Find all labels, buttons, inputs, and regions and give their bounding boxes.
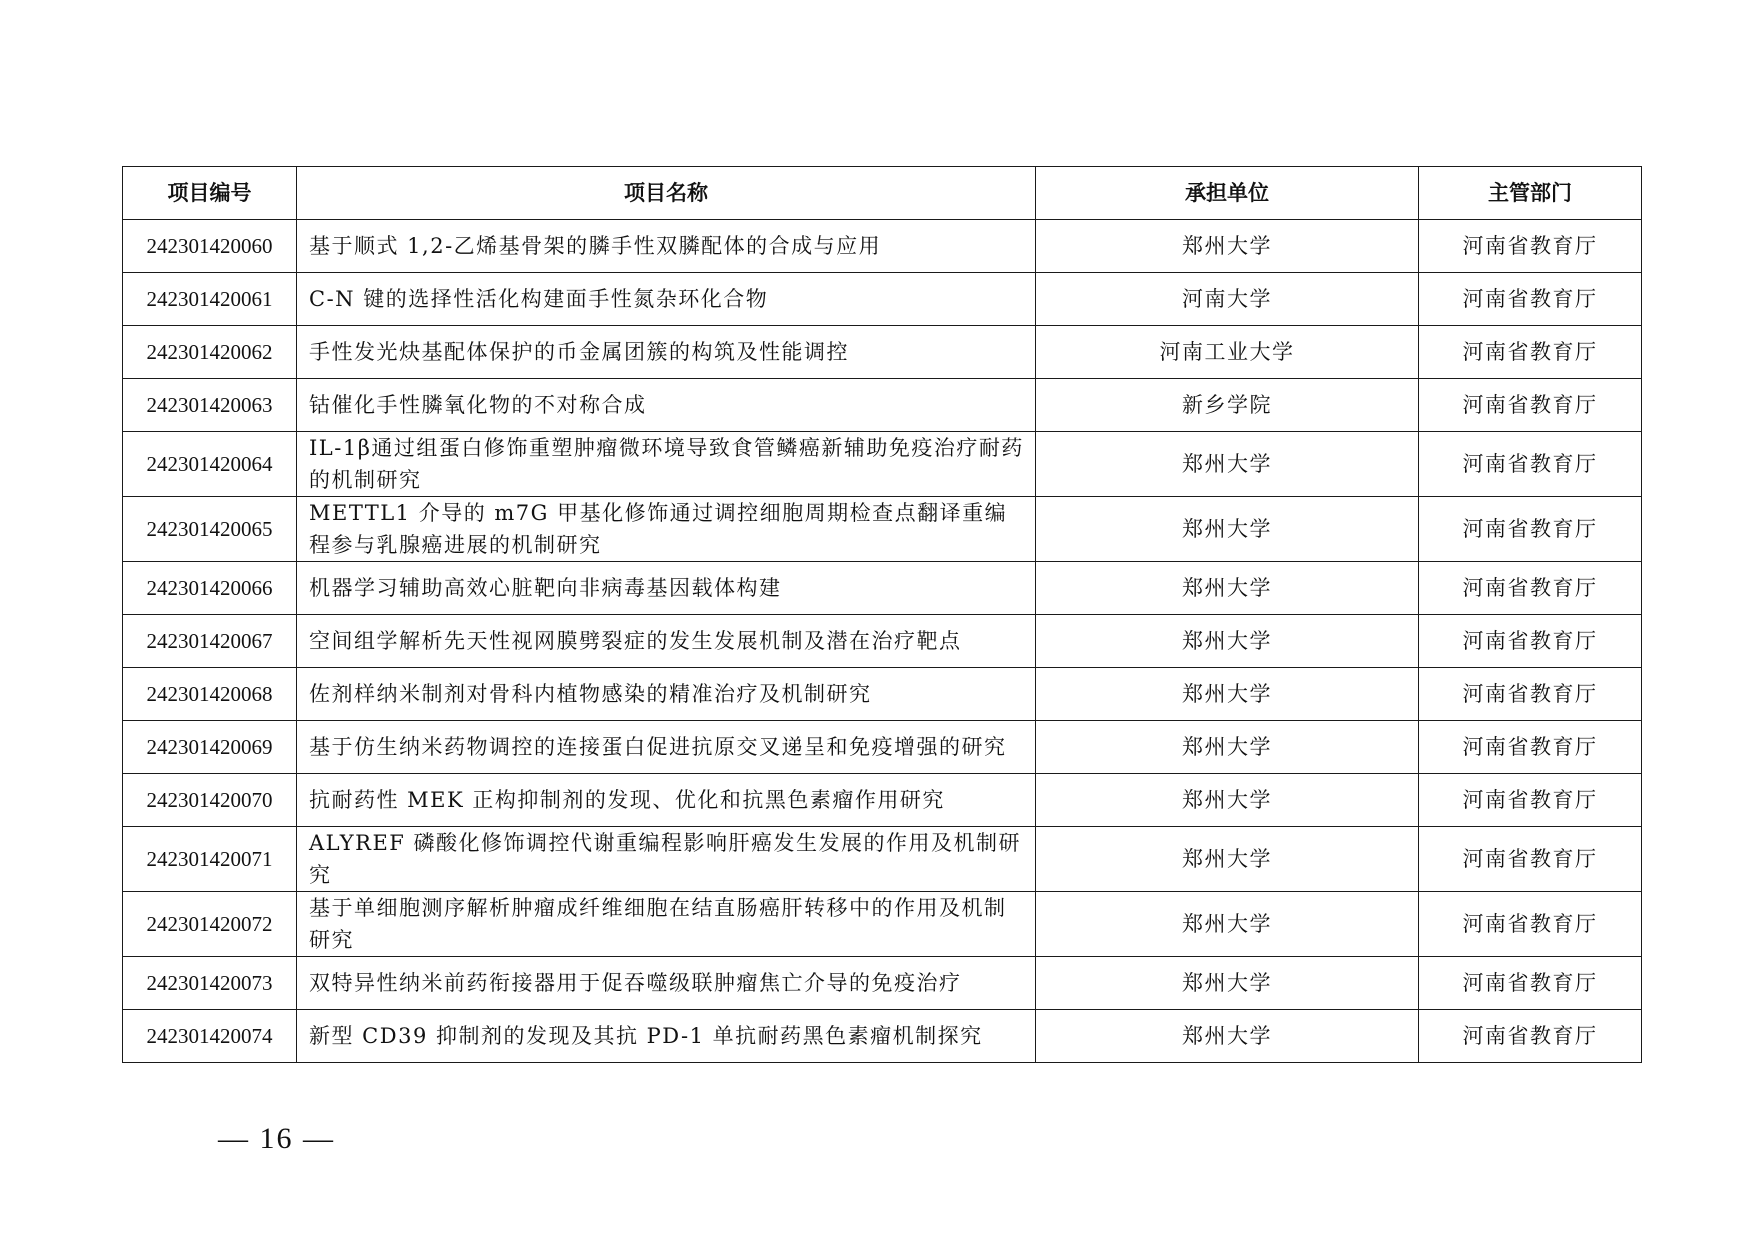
undertaking-unit-cell: 郑州大学 [1036, 615, 1419, 668]
undertaking-unit-cell: 河南工业大学 [1036, 326, 1419, 379]
project-name-cell: C-N 键的选择性活化构建面手性氮杂环化合物 [297, 273, 1036, 326]
project-name-cell: 机器学习辅助高效心脏靶向非病毒基因载体构建 [297, 562, 1036, 615]
project-name-cell: 基于顺式 1,2-乙烯基骨架的膦手性双膦配体的合成与应用 [297, 220, 1036, 273]
supervising-dept-cell: 河南省教育厅 [1419, 957, 1642, 1010]
project-name-cell: METTL1 介导的 m7G 甲基化修饰通过调控细胞周期检查点翻译重编程参与乳腺癌进展的机制研究 [297, 497, 1036, 562]
supervising-dept-cell: 河南省教育厅 [1419, 1010, 1642, 1063]
header-undertaking-unit: 承担单位 [1036, 167, 1419, 220]
project-code-cell: 242301420074 [123, 1010, 297, 1063]
undertaking-unit-cell: 郑州大学 [1036, 220, 1419, 273]
table-row [123, 774, 1642, 827]
undertaking-unit-cell: 河南大学 [1036, 273, 1419, 326]
project-code-cell: 242301420069 [123, 721, 297, 774]
supervising-dept-cell: 河南省教育厅 [1419, 432, 1642, 497]
supervising-dept-cell: 河南省教育厅 [1419, 562, 1642, 615]
project-code-cell: 242301420067 [123, 615, 297, 668]
project-code-cell: 242301420063 [123, 379, 297, 432]
supervising-dept-cell: 河南省教育厅 [1419, 273, 1642, 326]
project-code-cell: 242301420070 [123, 774, 297, 827]
project-name-cell: IL-1β通过组蛋白修饰重塑肿瘤微环境导致食管鳞癌新辅助免疫治疗耐药的机制研究 [297, 432, 1036, 497]
supervising-dept-cell: 河南省教育厅 [1419, 615, 1642, 668]
project-name-cell: ALYREF 磷酸化修饰调控代谢重编程影响肝癌发生发展的作用及机制研究 [297, 827, 1036, 892]
table-row [123, 957, 1642, 1010]
project-code-cell: 242301420073 [123, 957, 297, 1010]
header-project-code: 项目编号 [123, 167, 297, 220]
project-code-cell: 242301420071 [123, 827, 297, 892]
supervising-dept-cell: 河南省教育厅 [1419, 326, 1642, 379]
supervising-dept-cell: 河南省教育厅 [1419, 379, 1642, 432]
undertaking-unit-cell: 郑州大学 [1036, 827, 1419, 892]
project-name-cell: 基于单细胞测序解析肿瘤成纤维细胞在结直肠癌肝转移中的作用及机制研究 [297, 892, 1036, 957]
undertaking-unit-cell: 郑州大学 [1036, 774, 1419, 827]
undertaking-unit-cell: 郑州大学 [1036, 1010, 1419, 1063]
table-row [123, 892, 1642, 957]
undertaking-unit-cell: 郑州大学 [1036, 562, 1419, 615]
project-name-cell: 空间组学解析先天性视网膜劈裂症的发生发展机制及潜在治疗靶点 [297, 615, 1036, 668]
project-name-cell: 基于仿生纳米药物调控的连接蛋白促进抗原交叉递呈和免疫增强的研究 [297, 721, 1036, 774]
project-name-cell: 新型 CD39 抑制剂的发现及其抗 PD-1 单抗耐药黑色素瘤机制探究 [297, 1010, 1036, 1063]
undertaking-unit-cell: 郑州大学 [1036, 892, 1419, 957]
table-row [123, 1010, 1642, 1063]
table-body [123, 220, 1642, 1063]
undertaking-unit-cell: 新乡学院 [1036, 379, 1419, 432]
project-name-cell: 佐剂样纳米制剂对骨科内植物感染的精准治疗及机制研究 [297, 668, 1036, 721]
supervising-dept-cell: 河南省教育厅 [1419, 220, 1642, 273]
undertaking-unit-cell: 郑州大学 [1036, 432, 1419, 497]
table-row [123, 432, 1642, 497]
table-row [123, 827, 1642, 892]
supervising-dept-cell: 河南省教育厅 [1419, 497, 1642, 562]
project-code-cell: 242301420065 [123, 497, 297, 562]
undertaking-unit-cell: 郑州大学 [1036, 497, 1419, 562]
header-project-name: 项目名称 [297, 167, 1036, 220]
supervising-dept-cell: 河南省教育厅 [1419, 668, 1642, 721]
project-name-cell: 钴催化手性膦氧化物的不对称合成 [297, 379, 1036, 432]
table-row [123, 379, 1642, 432]
supervising-dept-cell: 河南省教育厅 [1419, 721, 1642, 774]
project-code-cell: 242301420061 [123, 273, 297, 326]
project-code-cell: 242301420072 [123, 892, 297, 957]
table-row [123, 615, 1642, 668]
table-row [123, 273, 1642, 326]
project-code-cell: 242301420066 [123, 562, 297, 615]
project-code-cell: 242301420062 [123, 326, 297, 379]
table-row [123, 326, 1642, 379]
table-header-row [123, 167, 1642, 220]
undertaking-unit-cell: 郑州大学 [1036, 721, 1419, 774]
undertaking-unit-cell: 郑州大学 [1036, 957, 1419, 1010]
project-code-cell: 242301420068 [123, 668, 297, 721]
project-code-cell: 242301420060 [123, 220, 297, 273]
supervising-dept-cell: 河南省教育厅 [1419, 892, 1642, 957]
project-name-cell: 手性发光炔基配体保护的币金属团簇的构筑及性能调控 [297, 326, 1036, 379]
header-supervising-dept: 主管部门 [1419, 167, 1642, 220]
project-code-cell: 242301420064 [123, 432, 297, 497]
supervising-dept-cell: 河南省教育厅 [1419, 774, 1642, 827]
undertaking-unit-cell: 郑州大学 [1036, 668, 1419, 721]
table-row [123, 220, 1642, 273]
table-row [123, 497, 1642, 562]
supervising-dept-cell: 河南省教育厅 [1419, 827, 1642, 892]
table-row [123, 668, 1642, 721]
table-row [123, 721, 1642, 774]
table-row [123, 562, 1642, 615]
project-name-cell: 双特异性纳米前药衔接器用于促吞噬级联肿瘤焦亡介导的免疫治疗 [297, 957, 1036, 1010]
project-table [122, 166, 1642, 1063]
page-number: — 16 — [218, 1122, 335, 1155]
project-name-cell: 抗耐药性 MEK 正构抑制剂的发现、优化和抗黑色素瘤作用研究 [297, 774, 1036, 827]
